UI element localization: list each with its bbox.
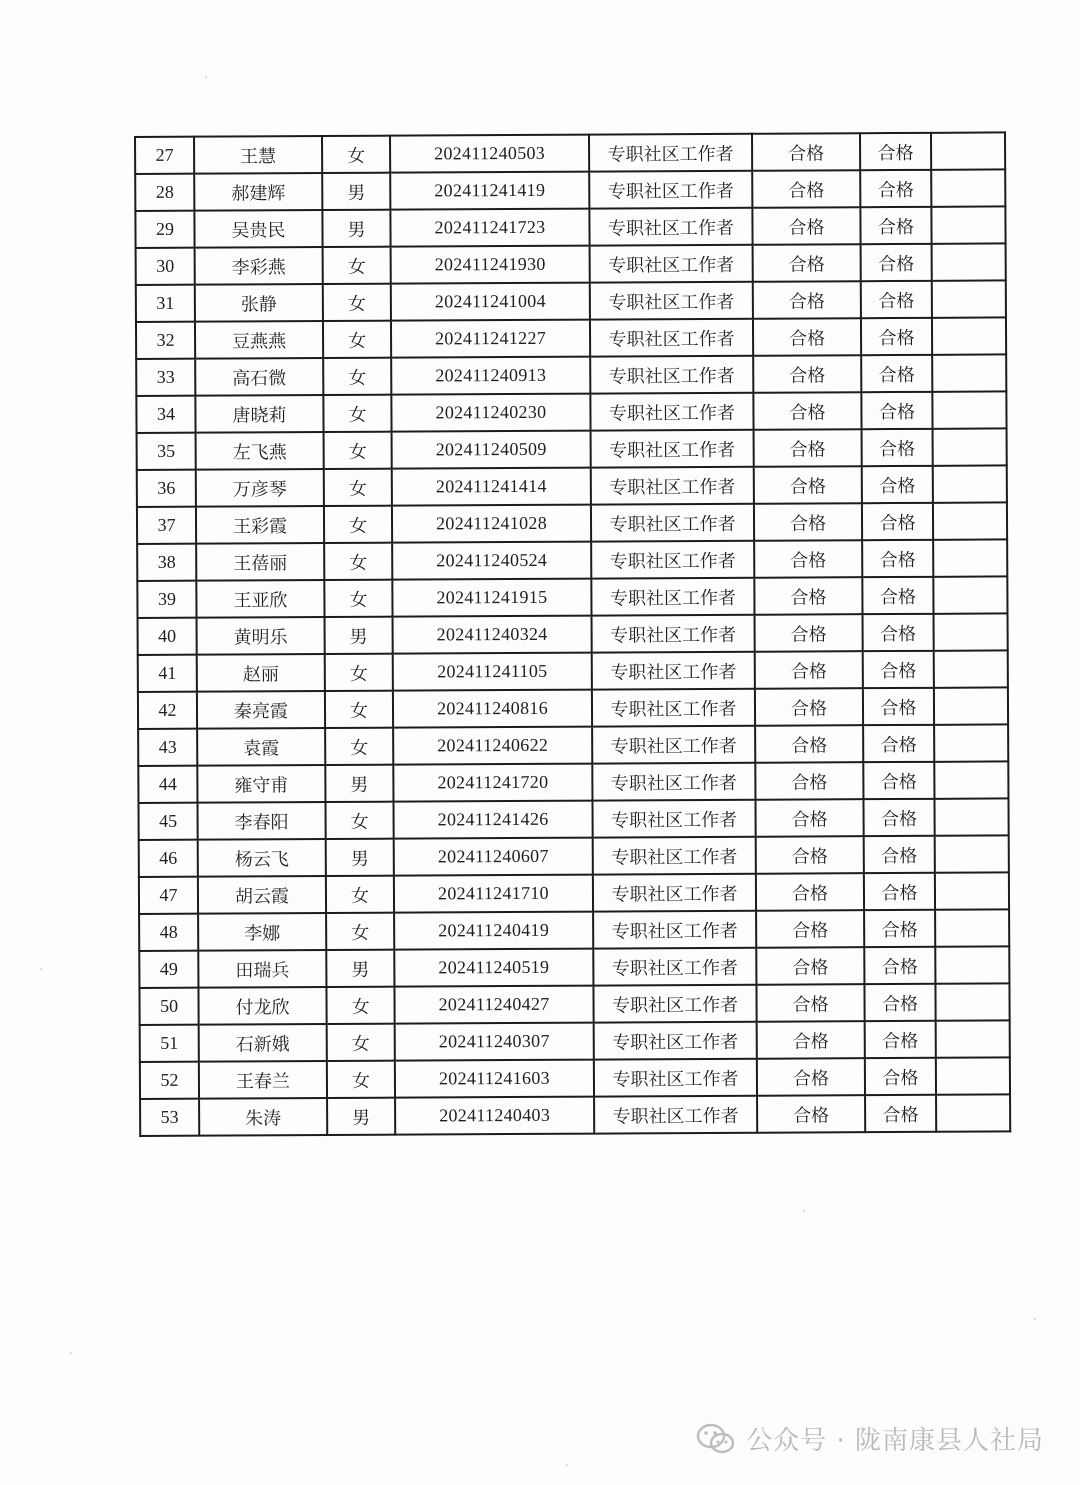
cell-name: 袁霞 xyxy=(197,728,325,766)
cell-result-2: 合格 xyxy=(861,355,932,392)
scan-speck xyxy=(70,1352,72,1354)
cell-result-1: 合格 xyxy=(756,910,864,948)
cell-number: 38 xyxy=(137,544,196,581)
cell-position: 专职社区工作者 xyxy=(593,985,756,1023)
cell-gender: 女 xyxy=(323,395,391,432)
cell-result-1: 合格 xyxy=(756,873,864,911)
watermark xyxy=(696,1420,1044,1457)
cell-position: 专职社区工作者 xyxy=(592,615,755,653)
cell-result-2: 合格 xyxy=(862,466,933,503)
cell-remarks xyxy=(931,169,1005,206)
cell-name: 黄明乐 xyxy=(197,617,325,655)
cell-name: 杨云飞 xyxy=(198,839,326,877)
table-row xyxy=(137,465,1007,507)
cell-name: 王慧 xyxy=(194,136,322,174)
table-row xyxy=(137,539,1007,581)
cell-exam-id: 202411241227 xyxy=(391,320,590,358)
table-row xyxy=(138,761,1008,803)
cell-result-1: 合格 xyxy=(752,207,860,245)
cell-remarks xyxy=(935,909,1009,946)
table-row xyxy=(137,502,1007,544)
cell-result-1: 合格 xyxy=(755,762,863,800)
cell-result-1: 合格 xyxy=(754,503,862,541)
cell-number: 29 xyxy=(135,211,194,248)
cell-number: 46 xyxy=(139,840,198,877)
cell-gender: 女 xyxy=(325,802,393,839)
cell-position: 专职社区工作者 xyxy=(591,578,754,616)
cell-exam-id: 202411241105 xyxy=(393,653,592,691)
cell-exam-id: 202411241426 xyxy=(393,801,592,839)
cell-position: 专职社区工作者 xyxy=(589,171,752,209)
cell-name: 秦亮霞 xyxy=(197,691,325,729)
cell-result-2: 合格 xyxy=(864,947,935,984)
cell-result-2: 合格 xyxy=(862,503,933,540)
cell-result-1: 合格 xyxy=(755,725,863,763)
cell-result-1: 合格 xyxy=(753,318,861,356)
cell-name: 胡云霞 xyxy=(198,876,326,914)
cell-result-1: 合格 xyxy=(757,1021,865,1059)
cell-position: 专职社区工作者 xyxy=(593,948,756,986)
cell-exam-id: 202411241720 xyxy=(393,764,592,802)
cell-result-2: 合格 xyxy=(865,1095,936,1132)
table-row xyxy=(137,428,1007,470)
table-row xyxy=(139,983,1009,1025)
table-row xyxy=(138,650,1008,692)
cell-result-2: 合格 xyxy=(864,910,935,947)
cell-gender: 男 xyxy=(325,765,393,802)
cell-number: 47 xyxy=(139,877,198,914)
cell-position: 专职社区工作者 xyxy=(589,208,752,246)
cell-position: 专职社区工作者 xyxy=(590,393,753,431)
cell-name: 王亚欣 xyxy=(196,580,324,618)
cell-remarks xyxy=(933,465,1007,502)
cell-result-1: 合格 xyxy=(757,1058,865,1096)
cell-gender: 女 xyxy=(325,728,393,765)
cell-exam-id: 202411240913 xyxy=(391,357,590,395)
scan-speck xyxy=(1034,1318,1036,1320)
cell-name: 唐晓莉 xyxy=(195,395,323,433)
cell-position: 专职社区工作者 xyxy=(590,356,753,394)
cell-result-2: 合格 xyxy=(861,244,932,281)
cell-result-1: 合格 xyxy=(754,577,862,615)
cell-result-1: 合格 xyxy=(756,836,864,874)
cell-result-2: 合格 xyxy=(862,429,933,466)
cell-gender: 女 xyxy=(323,247,391,284)
cell-gender: 男 xyxy=(326,839,394,876)
cell-remarks xyxy=(936,1094,1010,1131)
cell-remarks xyxy=(932,354,1006,391)
cell-number: 27 xyxy=(135,137,194,174)
cell-name: 吴贵民 xyxy=(194,210,322,248)
cell-gender: 男 xyxy=(322,173,390,210)
cell-remarks xyxy=(934,650,1008,687)
table-row xyxy=(136,354,1006,396)
cell-result-1: 合格 xyxy=(752,133,860,171)
cell-position: 专职社区工作者 xyxy=(593,874,756,912)
cell-remarks xyxy=(935,835,1009,872)
cell-name: 王春兰 xyxy=(199,1061,327,1099)
cell-exam-id: 202411240607 xyxy=(394,838,593,876)
cell-number: 33 xyxy=(136,359,195,396)
cell-remarks xyxy=(934,724,1008,761)
cell-remarks xyxy=(932,243,1006,280)
cell-remarks xyxy=(934,761,1008,798)
cell-position: 专职社区工作者 xyxy=(592,763,755,801)
cell-exam-id: 202411241930 xyxy=(391,246,590,284)
cell-result-1: 合格 xyxy=(754,429,862,467)
cell-exam-id: 202411240307 xyxy=(395,1023,594,1061)
cell-number: 52 xyxy=(140,1062,199,1099)
table-row xyxy=(136,243,1006,285)
cell-result-2: 合格 xyxy=(863,614,934,651)
cell-number: 31 xyxy=(136,285,195,322)
cell-exam-id: 202411240419 xyxy=(394,912,593,950)
scan-speck xyxy=(40,968,42,970)
cell-number: 43 xyxy=(138,729,197,766)
cell-result-2: 合格 xyxy=(865,1058,936,1095)
cell-name: 雍守甫 xyxy=(197,765,325,803)
table-row xyxy=(139,835,1009,877)
cell-name: 王蓓丽 xyxy=(196,543,324,581)
cell-exam-id: 202411240622 xyxy=(393,727,592,765)
cell-result-2: 合格 xyxy=(863,651,934,688)
cell-number: 48 xyxy=(139,914,198,951)
cell-result-2: 合格 xyxy=(861,281,932,318)
cell-exam-id: 202411240509 xyxy=(392,431,591,469)
cell-position: 专职社区工作者 xyxy=(589,134,752,172)
watermark-text: 公众号 · 陇南康县人社局 xyxy=(746,1426,1044,1456)
table-row xyxy=(139,872,1009,914)
cell-exam-id: 202411240403 xyxy=(395,1097,594,1135)
cell-remarks xyxy=(933,576,1007,613)
cell-gender: 女 xyxy=(324,580,392,617)
cell-exam-id: 202411240427 xyxy=(394,986,593,1024)
cell-result-1: 合格 xyxy=(753,392,861,430)
cell-result-2: 合格 xyxy=(862,577,933,614)
cell-remarks xyxy=(933,539,1007,576)
cell-exam-id: 202411241710 xyxy=(394,875,593,913)
cell-result-1: 合格 xyxy=(756,947,864,985)
cell-number: 35 xyxy=(137,433,196,470)
cell-gender: 女 xyxy=(324,432,392,469)
cell-name: 万彦琴 xyxy=(196,469,324,507)
cell-number: 36 xyxy=(137,470,196,507)
results-table xyxy=(134,131,1011,1137)
cell-result-1: 合格 xyxy=(755,614,863,652)
cell-result-2: 合格 xyxy=(863,762,934,799)
cell-gender: 女 xyxy=(327,1024,395,1061)
scan-speck xyxy=(205,76,207,78)
cell-position: 专职社区工作者 xyxy=(591,541,754,579)
cell-remarks xyxy=(932,280,1006,317)
cell-name: 赵丽 xyxy=(197,654,325,692)
cell-result-1: 合格 xyxy=(755,651,863,689)
cell-result-1: 合格 xyxy=(755,799,863,837)
cell-number: 49 xyxy=(139,951,198,988)
cell-result-2: 合格 xyxy=(863,725,934,762)
cell-position: 专职社区工作者 xyxy=(593,911,756,949)
cell-gender: 女 xyxy=(324,506,392,543)
table-row xyxy=(135,206,1005,248)
cell-gender: 女 xyxy=(324,469,392,506)
cell-gender: 女 xyxy=(326,987,394,1024)
cell-name: 左飞燕 xyxy=(196,432,324,470)
cell-number: 40 xyxy=(138,618,197,655)
table-row xyxy=(140,1057,1010,1099)
cell-result-2: 合格 xyxy=(864,984,935,1021)
cell-exam-id: 202411241004 xyxy=(391,283,590,321)
cell-result-2: 合格 xyxy=(860,170,931,207)
cell-remarks xyxy=(935,983,1009,1020)
cell-number: 44 xyxy=(138,766,197,803)
cell-name: 田瑞兵 xyxy=(198,950,326,988)
cell-name: 朱涛 xyxy=(199,1098,327,1136)
table-row xyxy=(138,613,1008,655)
cell-exam-id: 202411241915 xyxy=(392,579,591,617)
cell-remarks xyxy=(936,1057,1010,1094)
cell-number: 45 xyxy=(138,803,197,840)
cell-exam-id: 202411240324 xyxy=(393,616,592,654)
cell-name: 王彩霞 xyxy=(196,506,324,544)
cell-remarks xyxy=(935,872,1009,909)
wechat-icon xyxy=(696,1422,736,1456)
table-row xyxy=(139,946,1009,988)
cell-result-2: 合格 xyxy=(864,873,935,910)
cell-exam-id: 202411240503 xyxy=(390,135,589,173)
cell-number: 37 xyxy=(137,507,196,544)
cell-number: 39 xyxy=(137,581,196,618)
cell-result-2: 合格 xyxy=(865,1021,936,1058)
cell-gender: 男 xyxy=(325,617,393,654)
cell-result-1: 合格 xyxy=(757,1095,865,1133)
cell-position: 专职社区工作者 xyxy=(590,319,753,357)
cell-position: 专职社区工作者 xyxy=(594,1059,757,1097)
cell-remarks xyxy=(934,613,1008,650)
cell-result-1: 合格 xyxy=(754,466,862,504)
cell-gender: 女 xyxy=(326,876,394,913)
cell-name: 付龙欣 xyxy=(198,987,326,1025)
cell-gender: 女 xyxy=(323,284,391,321)
cell-exam-id: 202411241028 xyxy=(392,505,591,543)
cell-result-1: 合格 xyxy=(756,984,864,1022)
cell-gender: 女 xyxy=(323,358,391,395)
table-row xyxy=(140,1094,1010,1136)
table-row xyxy=(137,576,1007,618)
cell-remarks xyxy=(932,391,1006,428)
cell-result-1: 合格 xyxy=(754,540,862,578)
cell-result-1: 合格 xyxy=(752,170,860,208)
cell-result-1: 合格 xyxy=(753,244,861,282)
cell-gender: 女 xyxy=(326,913,394,950)
cell-position: 专职社区工作者 xyxy=(590,245,753,283)
cell-name: 石新娥 xyxy=(199,1024,327,1062)
cell-gender: 女 xyxy=(325,654,393,691)
cell-remarks xyxy=(933,428,1007,465)
cell-position: 专职社区工作者 xyxy=(594,1096,757,1134)
cell-number: 34 xyxy=(136,396,195,433)
cell-result-1: 合格 xyxy=(753,355,861,393)
cell-result-2: 合格 xyxy=(860,207,931,244)
cell-gender: 男 xyxy=(322,210,390,247)
cell-name: 张静 xyxy=(195,284,323,322)
table-row xyxy=(135,132,1005,174)
cell-exam-id: 202411240519 xyxy=(394,949,593,987)
cell-result-2: 合格 xyxy=(861,392,932,429)
cell-remarks xyxy=(934,687,1008,724)
cell-position: 专职社区工作者 xyxy=(592,652,755,690)
cell-gender: 女 xyxy=(327,1061,395,1098)
cell-gender: 女 xyxy=(324,543,392,580)
cell-number: 50 xyxy=(139,988,198,1025)
cell-remarks xyxy=(932,317,1006,354)
cell-number: 28 xyxy=(135,174,194,211)
table-row xyxy=(140,1020,1010,1062)
cell-gender: 女 xyxy=(323,321,391,358)
cell-result-2: 合格 xyxy=(863,688,934,725)
cell-number: 41 xyxy=(138,655,197,692)
cell-result-2: 合格 xyxy=(862,540,933,577)
cell-position: 专职社区工作者 xyxy=(592,800,755,838)
cell-position: 专职社区工作者 xyxy=(591,430,754,468)
cell-name: 李彩燕 xyxy=(195,247,323,285)
cell-number: 42 xyxy=(138,692,197,729)
cell-position: 专职社区工作者 xyxy=(592,689,755,727)
table-row xyxy=(138,687,1008,729)
cell-remarks xyxy=(931,206,1005,243)
cell-name: 李娜 xyxy=(198,913,326,951)
cell-name: 豆燕燕 xyxy=(195,321,323,359)
cell-exam-id: 202411240816 xyxy=(393,690,592,728)
table-row xyxy=(135,169,1005,211)
cell-position: 专职社区工作者 xyxy=(591,504,754,542)
cell-gender: 女 xyxy=(322,136,390,173)
table-row xyxy=(139,909,1009,951)
cell-remarks xyxy=(934,798,1008,835)
scan-speck xyxy=(803,1210,805,1212)
cell-result-2: 合格 xyxy=(860,133,931,170)
cell-remarks xyxy=(931,132,1005,169)
cell-position: 专职社区工作者 xyxy=(594,1022,757,1060)
table-row xyxy=(136,280,1006,322)
cell-exam-id: 202411241414 xyxy=(392,468,591,506)
cell-position: 专职社区工作者 xyxy=(593,837,756,875)
cell-number: 32 xyxy=(136,322,195,359)
cell-gender: 男 xyxy=(327,1098,395,1135)
cell-name: 李春阳 xyxy=(197,802,325,840)
cell-exam-id: 202411240230 xyxy=(391,394,590,432)
cell-gender: 男 xyxy=(326,950,394,987)
results-table-body xyxy=(135,132,1010,1136)
cell-result-2: 合格 xyxy=(861,318,932,355)
cell-number: 53 xyxy=(140,1099,199,1136)
cell-exam-id: 202411241723 xyxy=(390,209,589,247)
cell-remarks xyxy=(933,502,1007,539)
table-row xyxy=(138,798,1008,840)
cell-position: 专职社区工作者 xyxy=(590,282,753,320)
cell-name: 高石微 xyxy=(195,358,323,396)
cell-exam-id: 202411241419 xyxy=(390,172,589,210)
cell-result-1: 合格 xyxy=(753,281,861,319)
cell-result-2: 合格 xyxy=(863,799,934,836)
cell-exam-id: 202411241603 xyxy=(395,1060,594,1098)
table-row xyxy=(138,724,1008,766)
cell-result-1: 合格 xyxy=(755,688,863,726)
table-row xyxy=(136,391,1006,433)
cell-number: 30 xyxy=(136,248,195,285)
cell-number: 51 xyxy=(140,1025,199,1062)
scan-speck xyxy=(566,1464,568,1466)
cell-remarks xyxy=(935,946,1009,983)
cell-remarks xyxy=(936,1020,1010,1057)
cell-name: 郝建辉 xyxy=(194,173,322,211)
cell-gender: 女 xyxy=(325,691,393,728)
table-row xyxy=(136,317,1006,359)
cell-result-2: 合格 xyxy=(864,836,935,873)
cell-position: 专职社区工作者 xyxy=(592,726,755,764)
cell-position: 专职社区工作者 xyxy=(591,467,754,505)
cell-exam-id: 202411240524 xyxy=(392,542,591,580)
